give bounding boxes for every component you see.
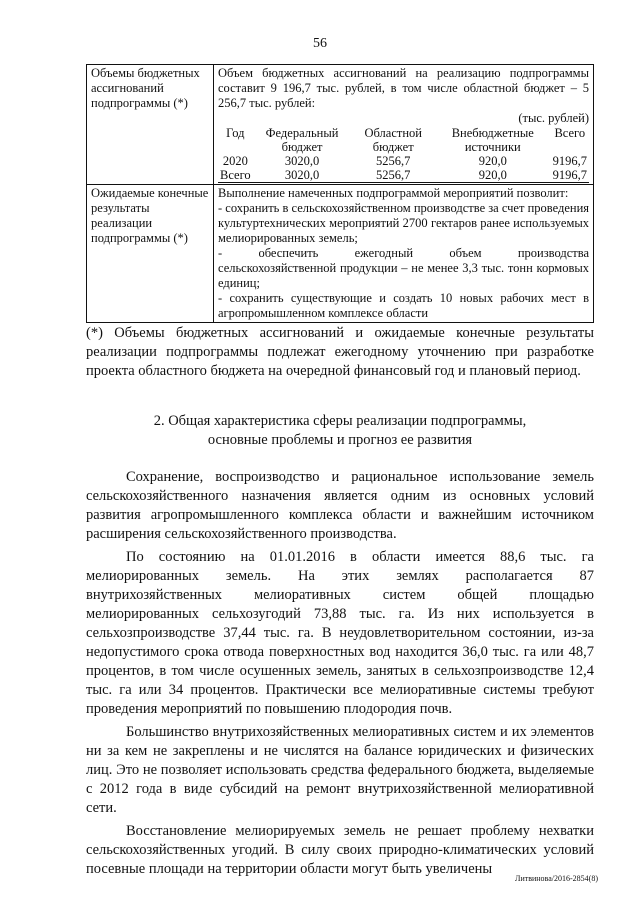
results-item: - сохранить существующие и создать 10 новых рабочих мест в агропромышленном комплексе области [218,291,589,320]
footnote: (*) Объемы бюджетных ассигнований и ожидаемые конечные результаты реализации подпрограммы подлежат ежегодному уточнению при разработке проекта областного бюджета на очередной финансовый год и плановый период. [86,325,594,379]
paragraph: Сохранение, воспроизводство и рациональное использование земель сельскохозяйственного назначения является одним из основных условий развития агропромышленного комплекса области и важнейшим источником расширения сельскохозяйственного производства. [86,469,594,542]
funding-header-row [218,126,589,154]
funding-cell: 920,0 [435,168,551,183]
row-label-budget: Объемы бюджетных ассигнований подпрограммы (*) [87,65,214,185]
body-text [86,468,594,883]
table-row [87,185,594,323]
funding-header: Внебюджетные источники [451,126,534,154]
lead-word: обеспечить [258,246,319,260]
results-item: сельскохозяйственной продукции – не менее 3,3 тыс. тонн кормовых единиц; [218,261,589,290]
funding-table [218,126,589,183]
paragraph: Восстановление мелиорируемых земель не решает проблему нехватки сельскохозяйственных угодий. В силу своих природно-климатических условий посевные площади на территории области могут быть увеличены [86,823,594,877]
paragraph: По состоянию на 01.01.2016 в области имеется 88,6 тыс. га мелиорированных земель. На этих землях располагается 87 внутрихозяйственных мелиоративных систем общей площадью мелиорированных сельхозугодий 73,88 тыс. га. Из них используется в сельхозпроизводстве 37,44 тыс. га. В неудовлетворительном состоянии, из-за недопустимого срока отвода поверхностных вод находится 36,0 тыс. га или 48,7 процентов, в том числе осушенных земель, занятых в сельхозпроизводстве 12,4 тыс. га или 34 процентов. Практически все мелиоративные системы требуют проведения мероприятий по повышению плодородия почв. [86,549,594,717]
budget-text: Объем бюджетных ассигнований на реализацию подпрограммы составит 9 196,7 тыс. рублей, в том числе областной бюджет – 5 256,7 тыс. рублей: [218,66,589,110]
funding-header: Всего [554,126,586,140]
lead-word: объем [449,246,482,260]
results-intro: Выполнение намеченных подпрограммой мероприятий позволит: [218,186,569,200]
funding-header: Год [226,126,245,140]
funding-cell: 5256,7 [351,168,435,183]
row-label-results: Ожидаемые конечные результаты реализации подпрограммы (*) [87,185,214,323]
funding-cell: 9196,7 [552,154,587,168]
lead-word: производства [517,246,589,260]
funding-cell: 9196,7 [551,168,589,183]
funding-cell: Всего [220,168,251,182]
row-value-results [214,185,594,323]
table-row [87,65,594,185]
funding-cell: 920,0 [478,154,507,168]
funding-cell: 2020 [222,154,248,168]
funding-row [218,154,589,168]
funding-cell: 5256,7 [376,154,411,168]
row-value-budget [214,65,594,185]
section-heading-line: основные проблемы и прогноз ее развития [207,432,473,448]
paragraph: Большинство внутрихозяйственных мелиоративных систем и их элементов ни за кем не закреплены и не числятся на балансе юридических и физических лиц. Это не позволяет использовать средства федерального бюджета, выделяемые с 2012 года в виде субсидий на ремонт внутрихозяйственной мелиоративной сети. [86,724,594,816]
funding-header: Федеральный бюджет [265,126,339,154]
funding-cell: 3020,0 [253,168,352,183]
page-number: 56 [313,36,327,51]
funding-cell: 3020,0 [284,154,320,168]
passport-table [86,64,594,323]
lead-word: - [218,246,223,260]
funding-header: Областной бюджет [364,126,422,154]
section-heading [86,412,594,450]
unit-label: (тыс. рублей) [518,111,589,125]
footer-reference: Литвинова/2016-2854(8) [515,874,598,883]
results-item-lead [218,246,589,261]
lead-word: ежегодный [354,246,414,260]
results-item: - сохранить в сельскохозяйственном производстве за счет проведения культуртехнических мероприятий 2700 гектаров ранее используемых мелиорированных земель; [218,201,590,245]
funding-row [218,168,589,183]
section-heading-line: 2. Общая характеристика сферы реализации подпрограммы, [153,413,527,429]
